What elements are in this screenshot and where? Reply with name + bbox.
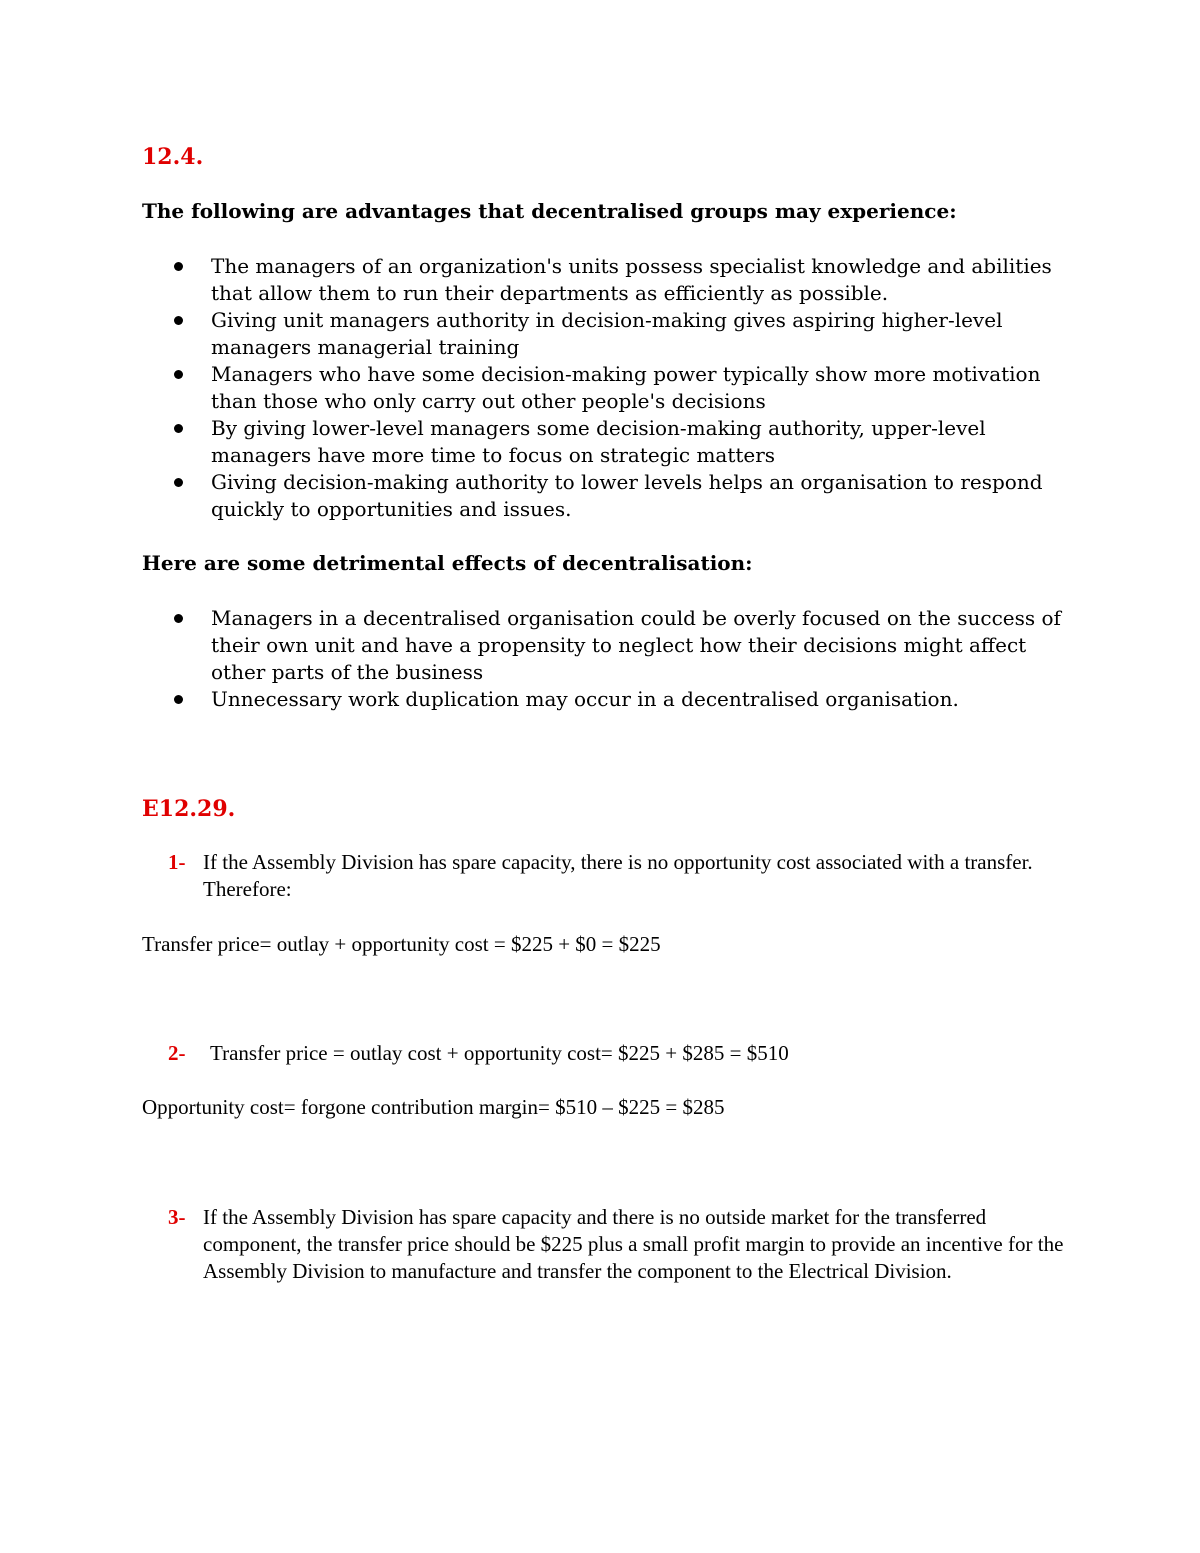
- advantages-list: [168, 253, 1068, 523]
- list-item-text: Giving decision-making authority to lower levels helps an organisation to respond quickly to opportunities and issues.: [211, 470, 1043, 521]
- list-item: [168, 253, 1068, 307]
- bullet-icon: [174, 370, 183, 379]
- section-title-12-4: 12.4.: [142, 144, 204, 170]
- bullet-icon: [174, 478, 183, 487]
- numbered-item-3: [168, 1204, 1068, 1285]
- list-item: [168, 605, 1068, 686]
- list-item: [168, 469, 1068, 523]
- list-item-text: Giving unit managers authority in decision-making gives aspiring higher-level managers managerial training: [211, 308, 1003, 359]
- list-item-text: The managers of an organization's units possess specialist knowledge and abilities that allow them to run their departments as efficiently as possible.: [211, 254, 1052, 305]
- formula-opportunity-cost: Opportunity cost= forgone contribution margin= $510 – $225 = $285: [142, 1095, 725, 1119]
- list-item-text: Managers who have some decision-making power typically show more motivation than those who only carry out other people's decisions: [211, 362, 1041, 413]
- list-item: [168, 361, 1068, 415]
- item-number: 3-: [168, 1205, 186, 1229]
- item-text: Transfer price = outlay cost + opportunity cost= $225 + $285 = $510: [210, 1041, 789, 1065]
- list-item: [168, 307, 1068, 361]
- bullet-icon: [174, 614, 183, 623]
- section-title-e12-29: E12.29.: [142, 796, 236, 822]
- bullet-icon: [174, 262, 183, 271]
- list-item-text: Managers in a decentralised organisation could be overly focused on the success of their own unit and have a propensity to neglect how their decisions might affect other parts of the business: [211, 606, 1061, 684]
- list-item-text: By giving lower-level managers some decision-making authority, upper-level managers have more time to focus on strategic matters: [211, 416, 986, 467]
- disadvantages-list: [168, 605, 1068, 713]
- numbered-item-2: [168, 1040, 1068, 1067]
- numbered-item-1: [168, 849, 1068, 903]
- item-number: 2-: [168, 1041, 186, 1065]
- formula-transfer-price-1: Transfer price= outlay + opportunity cost = $225 + $0 = $225: [142, 932, 661, 956]
- item-text: If the Assembly Division has spare capacity, there is no opportunity cost associated with a transfer. Therefore:: [203, 850, 1033, 901]
- bullet-icon: [174, 695, 183, 704]
- bullet-icon: [174, 424, 183, 433]
- bullet-icon: [174, 316, 183, 325]
- list-item: [168, 686, 1068, 713]
- disadvantages-heading: Here are some detrimental effects of decentralisation:: [142, 551, 753, 575]
- item-text: If the Assembly Division has spare capacity and there is no outside market for the transferred component, the transfer price should be $225 plus a small profit margin to provide an incentive for the Assembly Division to manufacture and transfer the component to the Electrical Division.: [203, 1205, 1064, 1283]
- advantages-heading: The following are advantages that decentralised groups may experience:: [142, 199, 957, 223]
- list-item: [168, 415, 1068, 469]
- item-number: 1-: [168, 850, 186, 874]
- list-item-text: Unnecessary work duplication may occur in a decentralised organisation.: [211, 687, 959, 711]
